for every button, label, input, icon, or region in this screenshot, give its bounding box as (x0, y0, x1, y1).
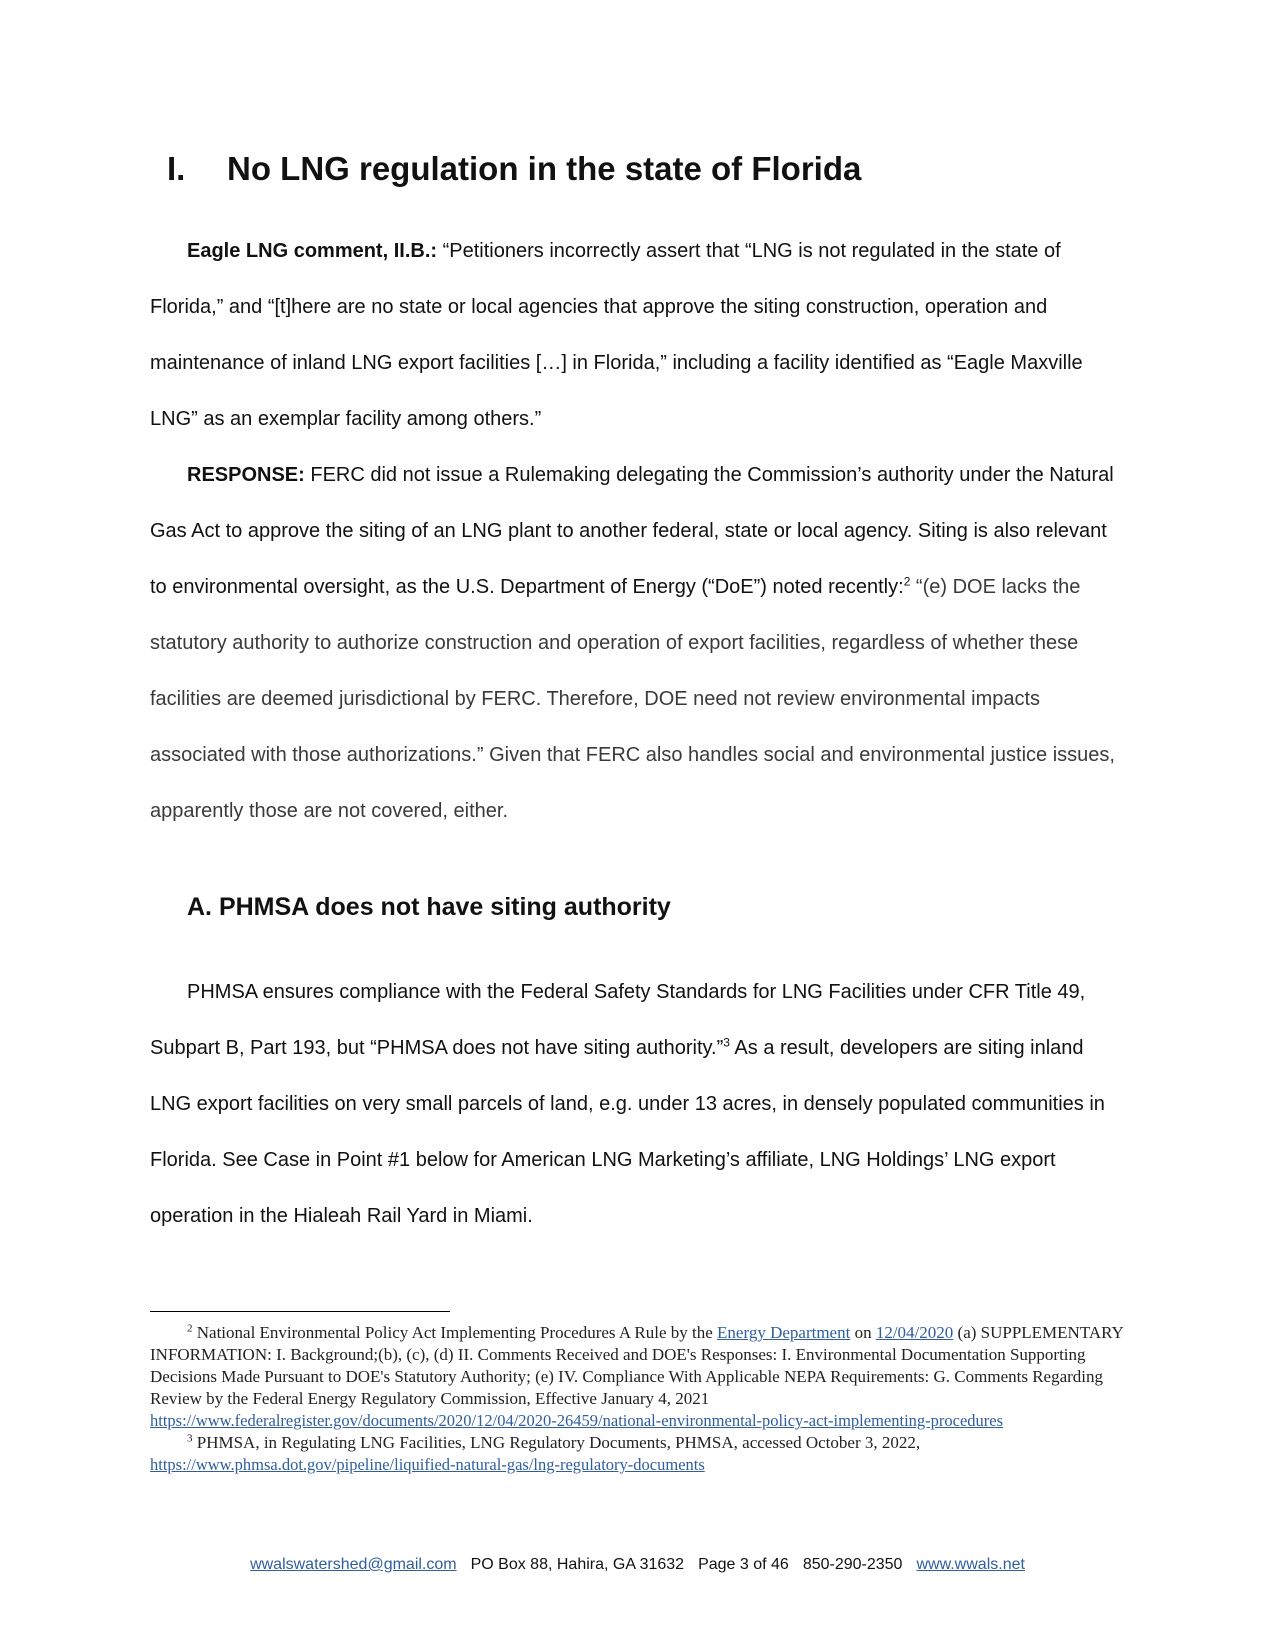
footnote-3-text: PHMSA, in Regulating LNG Facilities, LNG Regulatory Documents, PHMSA, accessed October 3, 2022, (192, 1433, 921, 1452)
response-text-a: FERC did not issue a Rulemaking delegating the Commission’s authority under the Natural Gas Act to approve the siting of an LNG plant to another federal, state or local agency. Siting is also relevant to environmental oversight, as the U.S. Department of Energy (“DoE”) noted recently: (150, 464, 1114, 598)
paragraph-phmsa (150, 964, 1125, 1244)
page-footer (0, 1556, 1275, 1574)
footer-phone: 850-290-2350 (802, 1556, 903, 1573)
phmsa-text-b: As a result, developers are siting inland LNG export facilities on very small parcels of land, e.g. under 13 acres, in densely populated communities in Florida. See Case in Point #1 below for American LNG Marketing’s affiliate, LNG Holdings’ LNG export operation in the Hialeah Rail Yard in Miami. (150, 1037, 1105, 1227)
footnote-2-text-a: National Environmental Policy Act Implementing Procedures A Rule by the (192, 1323, 718, 1342)
section-heading (167, 150, 861, 188)
date-link[interactable]: 12/04/2020 (875, 1323, 954, 1342)
phmsa-url-link[interactable]: https://www.phmsa.dot.gov/pipeline/liquified-natural-gas/lng-regulatory-documents (150, 1455, 705, 1474)
footnote-2-text-c: (a) SUPPLEMENTARY INFORMATION: I. Background;(b), (c), (d) II. Comments Received and DOE's Responses: I. Environmental Documentation Supporting Decisions Made Pursuant to DOE's Statutory Authority; (e) IV. Compliance With Applicable NEPA Requirements: G. Comments Regarding Review by the Federal Energy Regulatory Commission, Effective January 4, 2021 (150, 1323, 1124, 1408)
body-text-section-2 (150, 964, 1125, 1244)
footnote-ref-3[interactable]: 3 (723, 1035, 730, 1050)
comment-text: “Petitioners incorrectly assert that “LNG is not regulated in the state of Florida,” and “[t]here are no state or local agencies that approve the siting construction, operation and maintenance of inland LNG export facilities […] in Florida,” including a facility identified as “Eagle Maxville LNG” as an exemplar facility among others.” (150, 240, 1083, 430)
footer-page-number: Page 3 of 46 (698, 1556, 789, 1573)
section-title: No LNG regulation in the state of Florida (227, 150, 862, 187)
paragraph-response (150, 447, 1125, 839)
energy-department-link[interactable]: Energy Department (717, 1323, 851, 1342)
footnote-2-mark: 2 (187, 1322, 193, 1335)
response-lead: RESPONSE: (187, 464, 305, 486)
footer-email-link[interactable]: wwalswatershed@gmail.com (250, 1556, 457, 1573)
footnote-2-text-b: on (850, 1323, 876, 1342)
response-text-b: “(e) DOE lacks the statutory authority to authorize construction and operation of export facilities, regardless of whether these facilities are deemed jurisdictional by FERC. Therefore, DOE need not review environmental impacts associated with those authorizations.” Given that FERC also handles social and environmental justice issues, apparently those are not covered, either. (150, 576, 1115, 822)
footer-website-link[interactable]: www.wwals.net (916, 1556, 1025, 1573)
paragraph-eagle-comment (150, 223, 1125, 447)
footnote-separator (150, 1311, 450, 1312)
comment-lead: Eagle LNG comment, II.B.: (187, 240, 438, 262)
footnote-2 (150, 1322, 1125, 1432)
subsection-heading: A. PHMSA does not have siting authority (187, 893, 671, 921)
phmsa-text-a: PHMSA ensures compliance with the Federal Safety Standards for LNG Facilities under CFR Title 49, Subpart B, Part 193, but “PHMSA does not have siting authority.” (150, 981, 1086, 1059)
footer-address: PO Box 88, Hahira, GA 31632 (470, 1556, 685, 1573)
footnote-3 (150, 1432, 1125, 1476)
footnote-3-mark: 3 (187, 1432, 193, 1445)
section-number: I. (167, 150, 186, 187)
body-text-section-1 (150, 223, 1125, 839)
footnote-ref-2[interactable]: 2 (903, 574, 911, 589)
footnotes (150, 1322, 1125, 1476)
federal-register-url-link[interactable]: https://www.federalregister.gov/documents/2020/12/04/2020-26459/national-environmental-policy-act-implementing-procedures (150, 1411, 1004, 1430)
